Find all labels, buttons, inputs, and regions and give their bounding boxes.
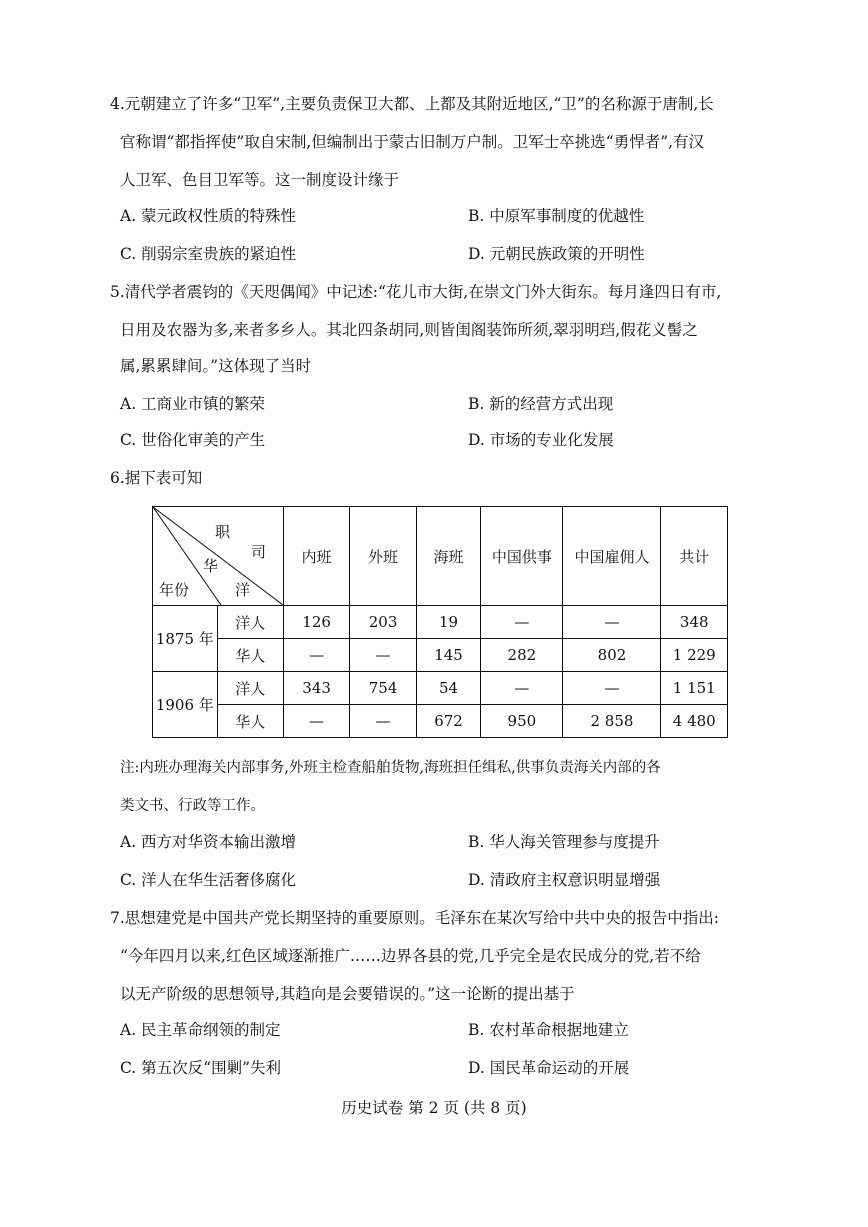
question-4-line-2: 官称谓“都指挥使”取自宋制,但编制出于蒙古旧制万户制。卫军士卒挑选“勇悍者”,有汉 xyxy=(120,133,705,151)
year-cell: 1906 年 xyxy=(153,672,218,738)
question-7-line-3: 以无产阶级的思想领导,其趋向是会要错误的。”这一论断的提出基于 xyxy=(120,985,575,1003)
question-6-option-a[interactable]: A. 西方对华资本输出激增 xyxy=(120,833,297,851)
column-header: 内班 xyxy=(283,507,349,606)
table-cell: 2 858 xyxy=(563,705,661,738)
question-7-option-b[interactable]: B. 农村革命根据地建立 xyxy=(468,1021,629,1039)
table-note-line-2: 类文书、行政等工作。 xyxy=(120,798,265,814)
question-5-line-1: 5.清代学者震钧的《天咫偶闻》中记述:“花儿市大街,在崇文门外大街东。每月逢四日有市, xyxy=(110,283,722,301)
table-cell: — xyxy=(481,606,563,639)
table-cell: 1 229 xyxy=(661,639,728,672)
column-header: 共计 xyxy=(661,507,728,606)
question-4-line-1: 4.元朝建立了许多“卫军”,主要负责保卫大都、上都及其附近地区,“卫”的名称源于唐制,长 xyxy=(110,95,714,113)
column-header: 中国雇佣人 xyxy=(563,507,661,606)
corner-label-year: 年份 xyxy=(159,581,190,599)
question-4-option-a[interactable]: A. 蒙元政权性质的特殊性 xyxy=(120,207,297,225)
table-cell: 754 xyxy=(350,672,416,705)
table-header-row xyxy=(153,507,728,606)
table-row xyxy=(153,672,728,705)
corner-label-si: 司 xyxy=(251,543,267,561)
table-cell: — xyxy=(283,705,349,738)
page-footer: 历史试卷 第 2 页 (共 8 页) xyxy=(341,1099,527,1117)
table-cell: 203 xyxy=(350,606,416,639)
table-corner-cell xyxy=(153,507,284,606)
question-5-line-3: 属,累累肆间。”这体现了当时 xyxy=(120,357,312,375)
column-header: 海班 xyxy=(416,507,480,606)
question-7-option-a[interactable]: A. 民主革命纲领的制定 xyxy=(120,1021,281,1039)
nationality-cell: 洋人 xyxy=(217,606,283,639)
question-6-option-b[interactable]: B. 华人海关管理参与度提升 xyxy=(468,833,660,851)
table-cell: — xyxy=(563,606,661,639)
question-7-line-2: “今年四月以来,红色区域逐渐推广……边界各县的党,几乎完全是农民成分的党,若不给 xyxy=(120,947,701,965)
question-5-option-a[interactable]: A. 工商业市镇的繁荣 xyxy=(120,395,266,413)
question-4-option-d[interactable]: D. 元朝民族政策的开明性 xyxy=(468,245,645,263)
table-note-line-1: 注:内班办理海关内部事务,外班主检查船舶货物,海班担任缉私,供事负责海关内部的各 xyxy=(120,760,661,776)
nationality-cell: 华人 xyxy=(217,639,283,672)
question-5-option-b[interactable]: B. 新的经营方式出现 xyxy=(468,395,614,413)
table-row xyxy=(153,705,728,738)
question-6-option-d[interactable]: D. 清政府主权意识明显增强 xyxy=(468,871,661,889)
table-cell: 348 xyxy=(661,606,728,639)
question-7-option-c[interactable]: C. 第五次反“围剿”失利 xyxy=(120,1059,282,1077)
table-cell: — xyxy=(563,672,661,705)
corner-label-hua: 华 xyxy=(203,557,219,575)
table-cell: 282 xyxy=(481,639,563,672)
corner-label-zhi: 职 xyxy=(215,523,231,541)
corner-label-yang: 洋 xyxy=(235,581,251,599)
year-cell: 1875 年 xyxy=(153,606,218,672)
table-cell: 672 xyxy=(416,705,480,738)
table-cell: 343 xyxy=(283,672,349,705)
table-cell: 19 xyxy=(416,606,480,639)
table-cell: — xyxy=(350,639,416,672)
column-header: 外班 xyxy=(350,507,416,606)
table-cell: 1 151 xyxy=(661,672,728,705)
table-row xyxy=(153,639,728,672)
table-cell: 4 480 xyxy=(661,705,728,738)
table-cell: 145 xyxy=(416,639,480,672)
question-6-option-c[interactable]: C. 洋人在华生活奢侈腐化 xyxy=(120,871,297,889)
table-cell: 54 xyxy=(416,672,480,705)
question-5-line-2: 日用及农器为多,来者多乡人。其北四条胡同,则皆闺阁装饰所须,翠羽明珰,假花义髻之 xyxy=(120,321,698,339)
table-cell: 802 xyxy=(563,639,661,672)
table-row xyxy=(153,606,728,639)
customs-staff-table xyxy=(152,506,728,738)
question-6-stem: 6.据下表可知 xyxy=(110,469,203,487)
table-cell: 126 xyxy=(283,606,349,639)
question-5-option-d[interactable]: D. 市场的专业化发展 xyxy=(468,431,614,449)
nationality-cell: 洋人 xyxy=(217,672,283,705)
question-4-line-3: 人卫军、色目卫军等。这一制度设计缘于 xyxy=(120,171,400,189)
nationality-cell: 华人 xyxy=(217,705,283,738)
question-4-option-c[interactable]: C. 削弱宗室贵族的紧迫性 xyxy=(120,245,297,263)
question-4-option-b[interactable]: B. 中原军事制度的优越性 xyxy=(468,207,645,225)
column-header: 中国供事 xyxy=(481,507,563,606)
table-cell: — xyxy=(283,639,349,672)
table-cell: — xyxy=(481,672,563,705)
table-cell: 950 xyxy=(481,705,563,738)
table-cell: — xyxy=(350,705,416,738)
question-7-option-d[interactable]: D. 国民革命运动的开展 xyxy=(468,1059,630,1077)
question-7-line-1: 7.思想建党是中国共产党长期坚持的重要原则。毛泽东在某次写给中共中央的报告中指出: xyxy=(110,909,720,927)
question-5-option-c[interactable]: C. 世俗化审美的产生 xyxy=(120,431,266,449)
